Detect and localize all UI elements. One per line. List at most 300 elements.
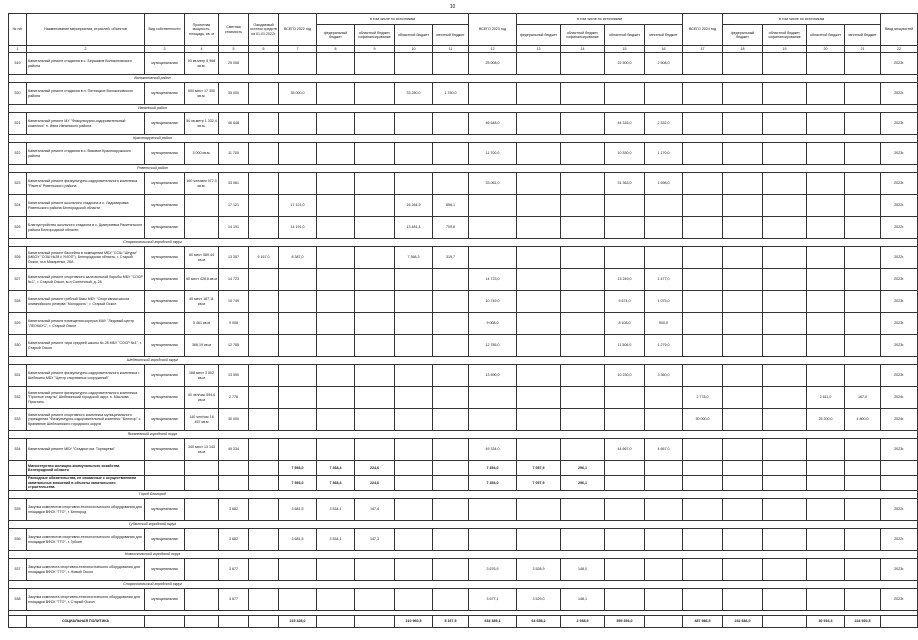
value-cell xyxy=(517,83,561,105)
empty-cell xyxy=(433,105,469,113)
value-cell xyxy=(561,195,605,217)
value-cell: 13 249,0 xyxy=(605,269,645,291)
value-cell xyxy=(395,499,433,521)
total-value: 559 393,0 xyxy=(605,616,645,628)
column-number: 9 xyxy=(355,46,395,53)
value-cell xyxy=(763,291,807,313)
value-cell xyxy=(645,589,683,611)
empty-cell xyxy=(185,616,219,628)
value-cell xyxy=(645,476,683,491)
value-cell xyxy=(807,476,845,491)
empty-cell xyxy=(561,135,605,143)
value-cell xyxy=(317,83,355,105)
value-cell: 7 368,4 xyxy=(317,461,355,476)
empty-cell xyxy=(645,581,683,589)
district-row xyxy=(9,105,918,113)
value-cell xyxy=(279,313,317,335)
value-cell xyxy=(605,217,645,239)
empty-cell xyxy=(145,616,185,628)
value-cell xyxy=(561,173,605,195)
total-value xyxy=(355,616,395,628)
ownership: муниципальная xyxy=(145,53,185,75)
value-cell xyxy=(723,439,763,461)
value-cell xyxy=(395,589,433,611)
empty-cell xyxy=(9,431,27,439)
remaining-funds xyxy=(249,173,279,195)
empty-cell xyxy=(723,239,763,247)
empty-cell xyxy=(561,431,605,439)
table-row xyxy=(9,143,918,165)
value-cell xyxy=(845,143,881,165)
total-value: 487 986,5 xyxy=(683,616,723,628)
table-row xyxy=(9,529,918,551)
value-cell xyxy=(395,313,433,335)
empty-cell xyxy=(881,616,918,628)
empty-cell xyxy=(881,476,918,491)
value-cell xyxy=(517,269,561,291)
row-number: 527 xyxy=(9,269,27,291)
value-cell xyxy=(279,53,317,75)
value-cell: 14 191,0 xyxy=(279,217,317,239)
col-local: местный бюджет xyxy=(433,25,469,46)
empty-cell xyxy=(807,551,845,559)
empty-cell xyxy=(683,357,723,365)
district-name: Губкинский городской округ xyxy=(27,521,279,529)
empty-cell xyxy=(683,521,723,529)
empty-cell xyxy=(317,491,355,499)
value-cell xyxy=(807,53,845,75)
value-cell xyxy=(763,461,807,476)
value-cell xyxy=(469,499,517,521)
row-number: 532 xyxy=(9,387,27,409)
value-cell: 22 500,0 xyxy=(605,53,645,75)
row-number: 523 xyxy=(9,173,27,195)
object-name: Капитальный ремонт спортивного зала вольной борьбы МБУ "СОСР №1", г. Старый Оскол, м-н Солнечный, д. 28 xyxy=(27,269,145,291)
empty-cell xyxy=(317,357,355,365)
table-body xyxy=(9,53,918,628)
column-number: 13 xyxy=(517,46,561,53)
empty-cell xyxy=(317,521,355,529)
value-cell xyxy=(683,499,723,521)
value-cell xyxy=(763,365,807,387)
empty-cell xyxy=(469,581,517,589)
value-cell: 4 667,0 xyxy=(645,439,683,461)
empty-cell xyxy=(723,521,763,529)
empty-cell xyxy=(469,521,517,529)
table-row xyxy=(9,53,918,75)
value-cell xyxy=(763,476,807,491)
value-cell xyxy=(723,269,763,291)
empty-cell xyxy=(355,551,395,559)
ownership: муниципальная xyxy=(145,269,185,291)
value-cell: 900,0 xyxy=(645,313,683,335)
estimated-cost: 25 008 xyxy=(219,53,249,75)
value-cell xyxy=(279,365,317,387)
empty-cell xyxy=(683,491,723,499)
district-name: Ивнянский район xyxy=(27,105,279,113)
value-cell xyxy=(723,589,763,611)
capacity xyxy=(185,559,219,581)
value-cell xyxy=(645,529,683,551)
remaining-funds xyxy=(249,559,279,581)
value-cell xyxy=(683,529,723,551)
value-cell: 3 681,5 xyxy=(279,529,317,551)
column-number: 8 xyxy=(317,46,355,53)
empty-cell xyxy=(279,357,317,365)
value-cell xyxy=(763,113,807,135)
value-cell xyxy=(683,461,723,476)
value-cell: 224,6 xyxy=(355,461,395,476)
remaining-funds xyxy=(249,143,279,165)
value-cell xyxy=(561,143,605,165)
value-cell xyxy=(279,143,317,165)
empty-cell xyxy=(517,135,561,143)
value-cell xyxy=(605,195,645,217)
empty-cell xyxy=(355,521,395,529)
empty-cell xyxy=(683,239,723,247)
value-cell xyxy=(433,173,469,195)
value-cell xyxy=(763,439,807,461)
value-cell xyxy=(355,365,395,387)
empty-cell xyxy=(9,521,27,529)
value-cell xyxy=(395,173,433,195)
value-cell xyxy=(807,195,845,217)
empty-cell xyxy=(9,165,27,173)
col-remaining: Ожидаемый остаток средств на 01.01.2022г. xyxy=(249,14,279,46)
empty-cell xyxy=(723,431,763,439)
table-row xyxy=(9,217,918,239)
col-regional-cof: областной бюджет, софинансирование xyxy=(763,25,807,46)
empty-cell xyxy=(185,461,219,476)
empty-cell xyxy=(683,581,723,589)
empty-cell xyxy=(763,491,807,499)
estimated-cost: 49 334 xyxy=(219,439,249,461)
object-name: Закупка комплекта спортивно-технологического оборудования для площадки ВФСК "ГТО", г. Старый Оскол xyxy=(27,589,145,611)
value-cell xyxy=(561,439,605,461)
value-cell xyxy=(561,313,605,335)
object-name: Закупка комплектов спортивно-технологического оборудования для площадки ВФСК "ГТО", г. Белгород xyxy=(27,499,145,521)
col-total-2022: ВСЕГО 2022 год xyxy=(279,14,317,46)
value-cell xyxy=(807,461,845,476)
district-row xyxy=(9,165,918,173)
empty-cell xyxy=(517,491,561,499)
total-value: 232 686,0 xyxy=(723,616,763,628)
empty-cell xyxy=(807,491,845,499)
total-value: 215 428,0 xyxy=(279,616,317,628)
value-cell xyxy=(683,53,723,75)
value-cell: 7 354,0 xyxy=(469,461,517,476)
value-cell: 4 800,0 xyxy=(845,409,881,431)
col-ownership: Вид собственности xyxy=(145,14,185,46)
value-cell: 3 677,1 xyxy=(469,589,517,611)
empty-cell xyxy=(9,135,27,143)
row-number: 533 xyxy=(9,409,27,431)
commission-year: 2022г. xyxy=(881,247,918,269)
col-regional: областной бюджет xyxy=(605,25,645,46)
remaining-funds xyxy=(249,53,279,75)
empty-cell xyxy=(881,239,918,247)
column-number: 7 xyxy=(279,46,317,53)
estimated-cost: 35 000 xyxy=(219,83,249,105)
col-capacity: Проектная мощность, площадь, кв. м xyxy=(185,14,219,46)
value-cell xyxy=(683,589,723,611)
empty-cell xyxy=(723,357,763,365)
ownership: муниципальная xyxy=(145,143,185,165)
row-number: 536 xyxy=(9,529,27,551)
empty-cell xyxy=(881,461,918,476)
empty-cell xyxy=(395,105,433,113)
estimated-cost: 3 682 xyxy=(219,529,249,551)
row-number: 534 xyxy=(9,439,27,461)
object-name: Капитальный ремонт стадиона в с. Бершаков Волоконовского района xyxy=(27,53,145,75)
value-cell xyxy=(845,499,881,521)
district-row xyxy=(9,491,918,499)
empty-cell xyxy=(469,357,517,365)
value-cell xyxy=(317,195,355,217)
value-cell: 16 264,9 xyxy=(395,195,433,217)
value-cell xyxy=(845,589,881,611)
value-cell xyxy=(683,335,723,357)
value-cell: 7 057,9 xyxy=(517,461,561,476)
col-federal: федеральный бюджет xyxy=(723,25,763,46)
remaining-funds xyxy=(249,217,279,239)
table-row xyxy=(9,247,918,269)
empty-cell xyxy=(9,616,27,628)
empty-cell xyxy=(469,75,517,83)
empty-cell xyxy=(845,491,881,499)
value-cell xyxy=(723,247,763,269)
empty-cell xyxy=(517,75,561,83)
estimated-cost: 11 700 xyxy=(219,143,249,165)
estimated-cost: 10 749 xyxy=(219,291,249,313)
value-cell xyxy=(355,269,395,291)
district-name: Краснояружский район xyxy=(27,135,279,143)
table-row xyxy=(9,387,918,409)
empty-cell xyxy=(605,75,645,83)
empty-cell xyxy=(9,105,27,113)
ownership: муниципальная xyxy=(145,409,185,431)
table-row xyxy=(9,313,918,335)
ownership: муниципальная xyxy=(145,173,185,195)
total-value: 2 938,9 xyxy=(561,616,605,628)
value-cell xyxy=(433,559,469,581)
empty-cell xyxy=(185,476,219,491)
table-row xyxy=(9,173,918,195)
total-value: 5 167,5 xyxy=(433,616,469,628)
column-number: 10 xyxy=(395,46,433,53)
value-cell xyxy=(433,335,469,357)
value-cell xyxy=(723,143,763,165)
empty-cell xyxy=(279,75,317,83)
total-value xyxy=(763,616,807,628)
value-cell xyxy=(433,439,469,461)
value-cell: 3 534,1 xyxy=(317,499,355,521)
value-cell xyxy=(683,559,723,581)
value-cell xyxy=(561,499,605,521)
empty-cell xyxy=(723,551,763,559)
capacity: 168 мест 3 502 кв.м xyxy=(185,365,219,387)
ownership: муниципальная xyxy=(145,499,185,521)
value-cell: 1 698,0 xyxy=(645,173,683,195)
value-cell xyxy=(279,409,317,431)
value-cell xyxy=(517,247,561,269)
value-cell xyxy=(723,313,763,335)
row-number: 525 xyxy=(9,217,27,239)
empty-cell xyxy=(355,75,395,83)
column-number: 1 xyxy=(9,46,27,53)
empty-cell xyxy=(355,431,395,439)
empty-cell xyxy=(845,75,881,83)
value-cell xyxy=(683,83,723,105)
ownership: муниципальная xyxy=(145,247,185,269)
value-cell xyxy=(723,529,763,551)
column-number: 16 xyxy=(645,46,683,53)
value-cell xyxy=(433,461,469,476)
empty-cell xyxy=(763,357,807,365)
value-cell: 7 593,0 xyxy=(279,461,317,476)
column-number: 3 xyxy=(145,46,185,53)
value-cell xyxy=(605,476,645,491)
empty-cell xyxy=(881,581,918,589)
empty-cell xyxy=(807,431,845,439)
capacity xyxy=(185,499,219,521)
empty-cell xyxy=(683,165,723,173)
estimated-cost: 13 357 xyxy=(219,247,249,269)
empty-cell xyxy=(517,165,561,173)
value-cell xyxy=(807,529,845,551)
empty-cell xyxy=(881,521,918,529)
value-cell xyxy=(683,313,723,335)
value-cell xyxy=(469,387,517,409)
value-cell xyxy=(645,559,683,581)
value-cell xyxy=(433,589,469,611)
ministry-name: Министерство жилищно-коммунального хозяйства Белгородской области xyxy=(27,461,145,476)
remaining-funds xyxy=(249,439,279,461)
empty-cell xyxy=(645,239,683,247)
value-cell xyxy=(395,113,433,135)
value-cell: 10 530,0 xyxy=(605,143,645,165)
empty-cell xyxy=(433,521,469,529)
value-cell xyxy=(763,499,807,521)
value-cell xyxy=(433,291,469,313)
value-cell xyxy=(683,269,723,291)
empty-cell xyxy=(249,616,279,628)
capacity: 60 мест 589,44 кв.м xyxy=(185,247,219,269)
ministry-row xyxy=(9,476,918,491)
empty-cell xyxy=(395,551,433,559)
value-cell xyxy=(763,143,807,165)
total-value xyxy=(317,616,355,628)
value-cell: 31 363,0 xyxy=(605,173,645,195)
row-number: 531 xyxy=(9,365,27,387)
object-name: Капитальный ремонт физкультурно-оздоровительного комплекса г. Шебекино МБУ "Центр спортивных сооружений" xyxy=(27,365,145,387)
col-federal: федеральный бюджет xyxy=(517,25,561,46)
estimated-cost: 9 008 xyxy=(219,313,249,335)
value-cell xyxy=(433,53,469,75)
row-number: 519 xyxy=(9,53,27,75)
value-cell: 3 681,5 xyxy=(279,499,317,521)
empty-cell xyxy=(433,75,469,83)
table-row xyxy=(9,291,918,313)
total-value xyxy=(645,616,683,628)
value-cell xyxy=(807,83,845,105)
value-cell xyxy=(561,269,605,291)
value-cell xyxy=(469,195,517,217)
value-cell xyxy=(605,83,645,105)
value-cell xyxy=(683,173,723,195)
empty-cell xyxy=(605,551,645,559)
value-cell: 3 360,0 xyxy=(645,365,683,387)
value-cell xyxy=(355,173,395,195)
ministry-row xyxy=(9,461,918,476)
row-number: 535 xyxy=(9,499,27,521)
commission-year: 2023г. xyxy=(881,335,918,357)
value-cell xyxy=(317,53,355,75)
empty-cell xyxy=(219,461,249,476)
value-cell xyxy=(517,195,561,217)
empty-cell xyxy=(645,551,683,559)
empty-cell xyxy=(145,461,185,476)
empty-cell xyxy=(763,165,807,173)
ownership: муниципальная xyxy=(145,365,185,387)
table-row xyxy=(9,589,918,611)
value-cell xyxy=(317,365,355,387)
empty-cell xyxy=(9,551,27,559)
value-cell xyxy=(517,313,561,335)
empty-cell xyxy=(723,581,763,589)
empty-cell xyxy=(561,105,605,113)
value-cell xyxy=(845,529,881,551)
empty-cell xyxy=(845,105,881,113)
value-cell xyxy=(433,269,469,291)
value-cell xyxy=(355,335,395,357)
value-cell xyxy=(395,559,433,581)
value-cell: 1 279,0 xyxy=(645,335,683,357)
empty-cell xyxy=(645,105,683,113)
value-cell xyxy=(355,247,395,269)
value-cell xyxy=(723,559,763,581)
empty-cell xyxy=(395,431,433,439)
empty-cell xyxy=(317,75,355,83)
ownership: муниципальная xyxy=(145,387,185,409)
estimated-cost: 17 121 xyxy=(219,195,249,217)
ownership: муниципальная xyxy=(145,335,185,357)
value-cell xyxy=(279,387,317,409)
empty-cell xyxy=(433,551,469,559)
value-cell: 33 061,0 xyxy=(469,173,517,195)
empty-cell xyxy=(845,551,881,559)
empty-cell xyxy=(395,491,433,499)
object-name: Капитальный ремонт школьного стадиона в с. Ладомировка Ровеньского района Белгородской области xyxy=(27,195,145,217)
empty-cell xyxy=(9,581,27,589)
empty-cell xyxy=(317,551,355,559)
column-number: 19 xyxy=(763,46,807,53)
empty-cell xyxy=(645,165,683,173)
empty-cell xyxy=(645,521,683,529)
commission-year: 2022г. xyxy=(881,195,918,217)
table-row xyxy=(9,335,918,357)
estimated-cost: 2 778 xyxy=(219,387,249,409)
value-cell xyxy=(355,313,395,335)
value-cell xyxy=(355,559,395,581)
value-cell: 11 506,0 xyxy=(605,335,645,357)
value-cell xyxy=(355,53,395,75)
ownership: муниципальная xyxy=(145,589,185,611)
value-cell xyxy=(763,269,807,291)
empty-cell xyxy=(645,491,683,499)
col-regional-cof: областной бюджет, софинансирование xyxy=(561,25,605,46)
value-cell xyxy=(845,335,881,357)
